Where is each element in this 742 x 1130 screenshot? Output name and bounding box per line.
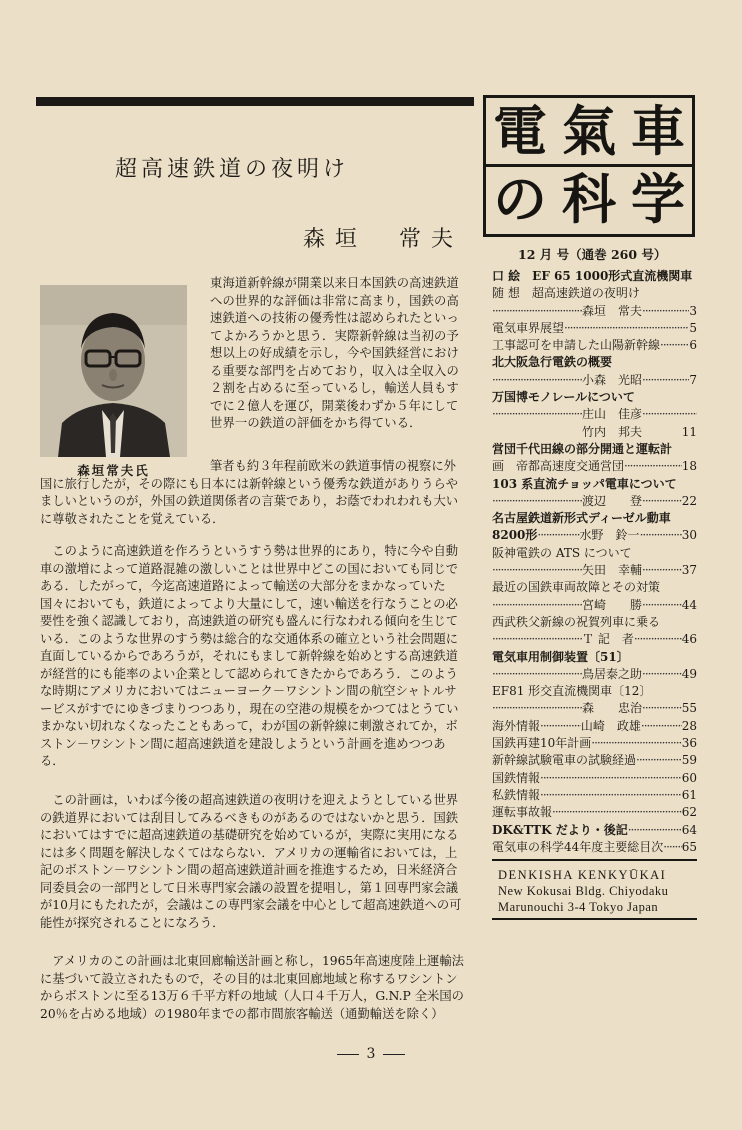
toc-title: 電気車界展望 bbox=[492, 320, 565, 335]
toc-entry bbox=[492, 597, 697, 614]
toc-page-number: 49 bbox=[681, 666, 697, 681]
paragraph-4: この計画は，いわば今後の超高速鉄道の夜明けを迎えようとしている世界の鉄道界においては刮目してみるべきものがあるのではないかと思う．国鉄においてはすでに超高速鉄道の基礎研究を始めているが，実際に実用になるには多く問題を解決しなくてはならない．アメリカの運輸省においては，上記のボストン－ワシントン間の超高速鉄道計画を推進するため，日米経済合同委員会の一部門として日米専門家会議の設置を提唱し，第１回専門家会議が10月にもたれたが，会議はこの専門家会議を中心として超高速鉄道への可能性が探究されることになろう． bbox=[40, 793, 462, 930]
toc-entry bbox=[492, 804, 697, 821]
toc-title: 電気車用制御装置〔51〕 bbox=[492, 649, 629, 664]
toc-entry bbox=[492, 303, 697, 320]
toc-leader bbox=[642, 493, 682, 510]
toc-leader bbox=[629, 649, 697, 666]
toc-entry bbox=[492, 458, 697, 475]
toc-leader bbox=[642, 666, 682, 683]
toc-leader bbox=[663, 839, 681, 856]
top-rule bbox=[36, 97, 474, 106]
toc-title: 103 系直流チョッパ電車について bbox=[492, 476, 677, 491]
toc-entry bbox=[492, 562, 697, 579]
toc-leader bbox=[492, 424, 582, 441]
publisher-address bbox=[492, 867, 697, 915]
toc-title: 工事認可を申請した山陽新幹線 bbox=[492, 338, 661, 353]
toc-bottom-rule bbox=[492, 859, 697, 861]
toc-leader bbox=[642, 562, 682, 579]
toc-entry bbox=[492, 406, 697, 423]
toc-leader bbox=[677, 476, 697, 493]
publisher-line2: Marunouchi 3-4 Tokyo Japan bbox=[498, 900, 659, 915]
toc-title: 営団千代田線の部分開通と運転計 bbox=[492, 441, 673, 456]
toc-leader bbox=[492, 493, 582, 510]
toc-entry bbox=[492, 718, 697, 735]
page-number-text: 3 bbox=[366, 1046, 376, 1062]
toc-title: 新幹線試験電車の試験経過 bbox=[492, 753, 637, 768]
toc-entry bbox=[492, 527, 697, 544]
masthead-char-6: 学 bbox=[631, 167, 685, 231]
toc-entry bbox=[492, 545, 697, 562]
masthead-char-4: の bbox=[493, 167, 547, 231]
toc-leader bbox=[642, 372, 689, 389]
toc-leader bbox=[640, 285, 697, 302]
toc-page-number: 18 bbox=[681, 459, 697, 474]
toc-entry bbox=[492, 787, 697, 804]
toc-title: 最近の国鉄車両故障とその対策 bbox=[492, 580, 661, 595]
toc-page-number: 5 bbox=[689, 320, 697, 335]
toc-title: 口 絵 EF 65 1000形式直流機関車 bbox=[492, 269, 693, 283]
toc-leader bbox=[492, 562, 582, 579]
publisher-name: DENKISHA KENKYŪKAI bbox=[498, 868, 667, 883]
toc-author: 鳥居泰之助 bbox=[582, 666, 643, 681]
toc-entry bbox=[492, 614, 697, 631]
toc-leader bbox=[635, 389, 697, 406]
toc-page-number: 55 bbox=[681, 701, 697, 716]
toc-entry bbox=[492, 735, 697, 752]
toc-leader bbox=[634, 631, 682, 648]
paragraph-3: このように高速鉄道を作ろうというすう勢は世界的にあり，特に今や自動車の激増によって道路混雑の激しいことは世界中どこの国においても同じである．したがって，今迄高速道路によって輸送の大部分をまかなっていた国々においても，鉄道によってより大量にして，速い輸送を行なうことの必要性を強く認識しており，高速鉄道の研究も盛んに行なわれる傾向を生じている．このような世界のすう勢は総合的な交通体系の確立という社会問題に直面しているからであろうが，それにもまして新幹線を始めとする高速鉄道が経営的にも能率のよい企業として認められてきたからであろう．このような時期にアメリカにおいてはニューヨーク－ワシントン間の航空シャトルサービスがすでにゆきづまりつつあり，現在の空港の規模をかつてはとうていまかない切れなくなったこともあって，わが国の新幹線に刺激されてか，ボストン－ワシントン間に超高速鉄道を建設しようという計画を進めつつある． bbox=[40, 544, 459, 768]
toc-entry bbox=[492, 649, 697, 666]
article-title: 超高速鉄道の夜明け bbox=[115, 157, 350, 182]
page-number bbox=[0, 1046, 742, 1062]
toc-leader bbox=[492, 666, 582, 683]
toc-leader bbox=[692, 268, 697, 285]
toc-leader bbox=[628, 822, 682, 839]
toc-leader bbox=[642, 406, 697, 423]
toc-leader bbox=[640, 527, 682, 544]
toc-title: 国鉄再建10年計画 bbox=[492, 736, 592, 751]
toc-entry bbox=[492, 822, 697, 839]
toc-page-number: 62 bbox=[681, 805, 697, 820]
toc-page-number: 59 bbox=[681, 753, 697, 768]
toc-author: 小森 光昭 bbox=[582, 372, 643, 387]
masthead-char-1: 電 bbox=[493, 99, 547, 163]
toc-entry bbox=[492, 631, 697, 648]
toc-leader bbox=[672, 441, 697, 458]
toc-leader bbox=[660, 579, 697, 596]
magazine-masthead bbox=[483, 95, 695, 237]
toc-entry bbox=[492, 285, 697, 302]
toc-leader bbox=[492, 597, 582, 614]
toc-author: 矢田 幸輔 bbox=[582, 563, 643, 578]
paragraph-5: アメリカのこの計画は北東回廊輸送計画と称し，1965年高速度陸上運輸法に基づいて設立されたもので，その目的は北東回廊地域と称するワシントンからボストンに至る13万６千平方粁の地域（人口４千万人，G.N.P 全米国の20％を占める地域）の1980年までの都市間旅客輸送（通勤輸送を除く） bbox=[40, 954, 464, 1021]
toc-entry bbox=[492, 700, 697, 717]
toc-page-number: 44 bbox=[681, 597, 697, 612]
author-photo bbox=[40, 285, 187, 457]
masthead-char-2: 氣 bbox=[562, 99, 616, 163]
toc-leader bbox=[492, 372, 582, 389]
toc-title: 8200形 bbox=[492, 528, 538, 543]
photo-caption: 森垣常夫氏 bbox=[77, 463, 150, 478]
portrait-image bbox=[40, 285, 187, 457]
toc-page-number: 28 bbox=[681, 718, 697, 733]
toc-leader bbox=[641, 718, 682, 735]
toc-entry bbox=[492, 337, 697, 354]
toc-author: 水野 鈴一 bbox=[579, 528, 640, 543]
toc-leader bbox=[591, 735, 681, 752]
article-author: 森垣 常夫 bbox=[303, 227, 464, 252]
toc-title: 私鉄情報 bbox=[492, 787, 541, 802]
toc-page-number: 65 bbox=[681, 839, 697, 854]
toc-author: 森 忠治 bbox=[582, 701, 643, 716]
toc-entry bbox=[492, 389, 697, 406]
toc-title: 万国博モノレールについて bbox=[492, 390, 635, 405]
toc-leader bbox=[660, 614, 697, 631]
toc-entry bbox=[492, 476, 697, 493]
toc-entry bbox=[492, 839, 697, 856]
toc-leader bbox=[540, 718, 581, 735]
toc-entry bbox=[492, 372, 697, 389]
toc-entry bbox=[492, 770, 697, 787]
toc-title: EF81 形交直流機関車〔12〕 bbox=[492, 684, 652, 699]
toc-leader bbox=[492, 700, 582, 717]
toc-leader bbox=[642, 303, 689, 320]
toc-leader bbox=[612, 354, 697, 371]
toc-page-number: 61 bbox=[681, 787, 697, 802]
toc-leader bbox=[540, 787, 682, 804]
toc-page-number: 7 bbox=[689, 372, 697, 387]
toc-entry bbox=[492, 510, 697, 527]
masthead-char-3: 車 bbox=[631, 99, 685, 163]
toc-author: 庄山 佳彦 bbox=[582, 407, 643, 422]
toc-leader bbox=[537, 527, 579, 544]
table-of-contents bbox=[492, 268, 697, 920]
toc-author: 宮崎 勝 bbox=[582, 597, 643, 612]
toc-leader bbox=[552, 804, 682, 821]
toc-entry bbox=[492, 424, 697, 441]
toc-author: 渡辺 登 bbox=[582, 493, 643, 508]
toc-author: 竹内 邦夫 bbox=[582, 424, 643, 439]
paragraph-2 bbox=[40, 458, 465, 528]
toc-entry bbox=[492, 354, 697, 371]
toc-title: 北大阪急行電鉄の概要 bbox=[492, 355, 613, 370]
toc-page-number: 36 bbox=[681, 736, 697, 751]
toc-leader bbox=[651, 683, 697, 700]
toc-leader bbox=[642, 424, 682, 441]
toc-page-number: 60 bbox=[681, 770, 697, 785]
toc-title: 運転事故報 bbox=[492, 805, 553, 820]
toc-leader bbox=[564, 320, 689, 337]
toc-title: 海外情報 bbox=[492, 718, 541, 733]
paragraph-1: 東海道新幹線が開業以来日本国鉄の高速鉄道への世界的な評価は非常に高まり，国鉄の高速鉄道への技術の優秀性は認められたといってよかろうかと思う．実際新幹線は当初の予想以上の好成績を示し，今や国鉄経営における重要な部門を占めており，収入は全収入の２割を占めるに至っているし，輸送人員もすでに２億人を運び，開業後わずか５年にして世界一の鉄道の評価をかち得ている． bbox=[210, 276, 459, 430]
toc-leader bbox=[642, 597, 682, 614]
toc-title: DK&TTK だより・後記 bbox=[492, 822, 628, 837]
toc-page-number: 3 bbox=[689, 303, 697, 318]
toc-leader bbox=[632, 545, 697, 562]
toc-page-number: 30 bbox=[681, 528, 697, 543]
toc-title: 名古屋鉄道新形式ディーゼル動車 bbox=[492, 511, 671, 526]
toc-title: 国鉄情報 bbox=[492, 770, 541, 785]
toc-page-number: 37 bbox=[681, 563, 697, 578]
toc-leader bbox=[624, 458, 682, 475]
toc-entry bbox=[492, 579, 697, 596]
toc-author: 森垣 常夫 bbox=[582, 303, 643, 318]
toc-leader bbox=[492, 406, 582, 423]
toc-leader bbox=[492, 303, 582, 320]
toc-title: 電気車の科学44年度主要総目次 bbox=[492, 839, 664, 854]
toc-page-number: 6 bbox=[689, 338, 697, 353]
paragraph-2-text: 筆者も約３年程前欧米の鉄道事情の視察に外国に旅行したが，その際にも日本には新幹線という優秀な鉄道がありうらやましいというのが，外国の鉄道関係者の言葉であり，お蔭でわれわれも大いに尊敬されたことを覚えている． bbox=[40, 459, 459, 526]
toc-entry bbox=[492, 268, 697, 285]
toc-leader bbox=[636, 752, 682, 769]
toc-page-number: 46 bbox=[681, 632, 697, 647]
toc-entry bbox=[492, 752, 697, 769]
toc-author: Ｔ 記 者 bbox=[582, 632, 634, 647]
toc-author: 山崎 政雄 bbox=[580, 718, 641, 733]
toc-entry bbox=[492, 441, 697, 458]
toc-entry bbox=[492, 320, 697, 337]
toc-entry bbox=[492, 666, 697, 683]
toc-leader bbox=[492, 631, 582, 648]
toc-leader bbox=[660, 337, 689, 354]
toc-entry bbox=[492, 683, 697, 700]
toc-page-number: 64 bbox=[681, 822, 697, 837]
masthead-char-5: 科 bbox=[562, 167, 616, 231]
toc-title: 随 想 超高速鉄道の夜明け bbox=[492, 286, 640, 301]
toc-title: 西武秩父新線の祝賀列車に乗る bbox=[492, 614, 661, 629]
toc-title: 画 帝都高速度交通営団 bbox=[492, 459, 625, 474]
publisher-line1: New Kokusai Bldg. Chiyodaku bbox=[498, 884, 669, 899]
toc-page-number: 11 bbox=[681, 424, 697, 439]
publisher-bottom-rule bbox=[492, 918, 697, 920]
toc-leader bbox=[642, 700, 682, 717]
toc-entry bbox=[492, 493, 697, 510]
toc-page-number: 22 bbox=[681, 493, 697, 508]
toc-leader bbox=[671, 510, 697, 527]
toc-title: 阪神電鉄の ATS について bbox=[492, 545, 632, 560]
toc-leader bbox=[540, 770, 682, 787]
issue-number: 12 月 号（通巻 260 号） bbox=[518, 247, 667, 262]
